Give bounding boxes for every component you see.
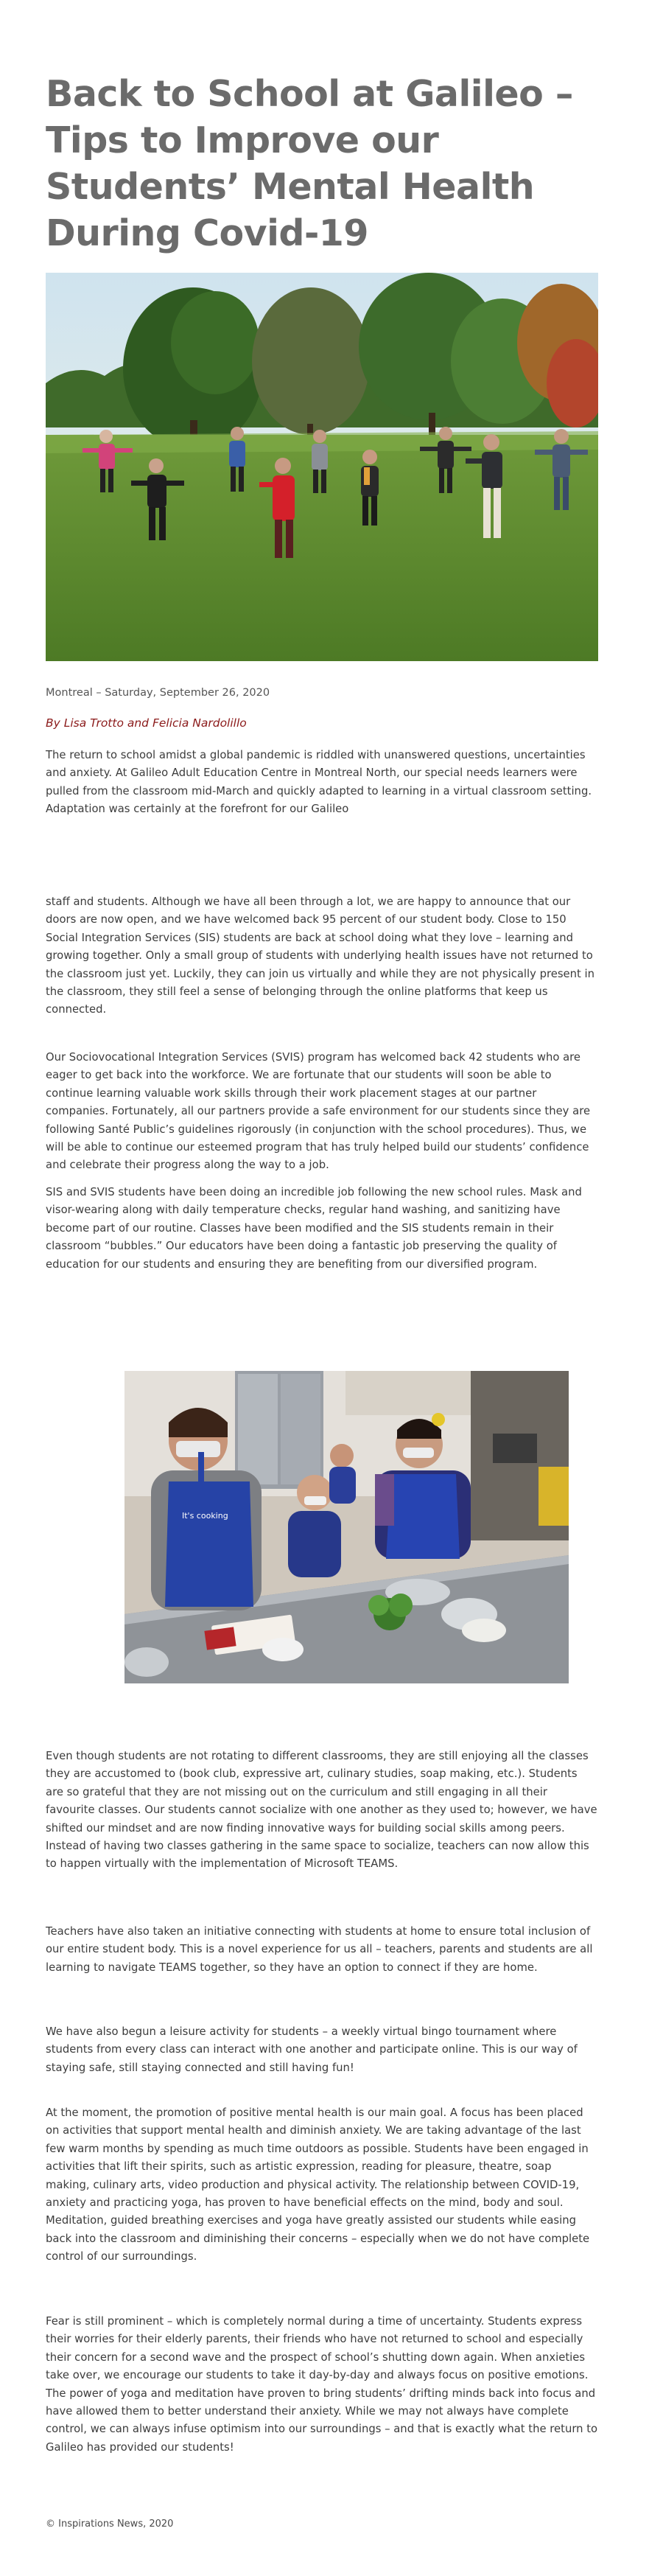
- body-paragraph: At the moment, the promotion of positive mental health is our main goal. A focus has been placed on activities that support mental health and diminish anxiety. We are taking advantage of the last few warm months by spending as much time outdoors as possible. Students have been engaged in activities that lift their spirits, such as artistic expression, reading for pleasure, theatre, soap making, culinary arts, video production and physical activity. The relationship between COVID-19, anxiety and practicing yoga, has proven to have beneficial effects on the mind, body and soul. Meditation, guided breathing exercises and yoga have greatly assisted our students while easing back into the classroom and diminishing their concerns – especially when we do not have complete control of our surroundings.: [46, 2106, 590, 2263]
- apron-text: It's cooking: [182, 1511, 228, 1521]
- cooking-class-photo: [124, 1371, 569, 1683]
- body-paragraph: The return to school amidst a global pandemic is riddled with unanswered questions, uncertainties and anxiety. At Galileo Adult Education Centre in Montreal North, our special needs learners were pulled from the classroom mid-March and quickly adapted to learning in a virtual classroom setting. Adaptation was certainly at the forefront for our Galileo: [46, 749, 592, 816]
- body-paragraph: Teachers have also taken an initiative connecting with students at home to ensure total inclusion of our entire student body. This is a novel experience for us all – teachers, parents and students are all learning to navigate TEAMS together, so they have an option to connect if they are home.: [46, 1925, 593, 1974]
- body-paragraph: staff and students. Although we have all been through a lot, we are happy to announce that our doors are now open, and we have welcomed back 95 percent of our student body. Close to 150 Social Integration Services (SIS) students are back at school doing what they love – learning and growing together. Only a small group of students with underlying health issues have not returned to the classroom just yet. Luckily, they can join us virtually and while they are not physically present in the classroom, they still feel a sense of belonging through the online platforms that keep us connected.: [46, 896, 595, 1016]
- body-paragraph: Even though students are not rotating to different classrooms, they are still enjoying all the classes they are accustomed to (book club, expressive art, culinary studies, soap making, etc.). Students are so grateful that they are not missing out on the curriculum and still engaging in all their favourite classes. Our students cannot socialize with one another as they used to; however, we have shifted our mindset and are now finding innovative ways for building social skills among peers. Instead of having two classes gathering in the same space to socialize, teachers can now allow this to happen virtually with the implementation of Microsoft TEAMS.: [46, 1750, 597, 1871]
- page-title: Back to School at Galileo – Tips to Improve our Students’ Mental Health During Covid-19: [46, 73, 573, 254]
- body-paragraph: We have also begun a leisure activity for students – a weekly virtual bingo tournament where students from every class can interact with one another and participate online. This is our way of staying safe, still staying connected and still having fun!: [46, 2025, 578, 2074]
- body-paragraph: Our Sociovocational Integration Services (SVIS) program has welcomed back 42 students who are eager to get back into the workforce. We are fortunate that our students will soon be able to continue learning valuable work skills through their work placement stages at our partner companies. Fortunately, all our partners provide a safe environment for our students since they are following Santé Public’s guidelines rigorously (in conjunction with the school procedures). Thus, we will be able to continue our esteemed program that has truly helped build our students’ confidence and celebrate their progress along the way to a job.: [46, 1051, 591, 1172]
- body-paragraph: Fear is still prominent – which is completely normal during a time of uncertainty. Students express their worries for their elderly parents, their friends who have not returned to school and especially their concern for a second wave and the prospect of school’s shutting down again. When anxieties take over, we encourage our students to take it day-by-day and always focus on positive emotions. The power of yoga and meditation have proven to bring students’ drifting minds back into focus and have allowed them to better understand their anxiety. While we may not always have complete control, we can always infuse optimism into our surroundings – and that is exactly what the return to Galileo has provided our students!: [46, 2315, 598, 2454]
- article-byline: By Lisa Trotto and Felicia Nardolillo: [46, 716, 247, 730]
- copyright-footer: © Inspirations News, 2020: [46, 2519, 174, 2530]
- article-dateline: Montreal – Saturday, September 26, 2020: [46, 687, 270, 699]
- body-paragraph: SIS and SVIS students have been doing an incredible job following the new school rules. Mask and visor-wearing along with daily temperature checks, regular hand washing, and sanitizing have become part of our routine. Classes have been modified and the SIS students remain in their classroom “bubbles.” Our educators have been doing a fantastic job preserving the quality of education for our students and ensuring they are benefiting from our diversified program.: [46, 1186, 582, 1271]
- outdoor-yoga-photo: [46, 273, 598, 661]
